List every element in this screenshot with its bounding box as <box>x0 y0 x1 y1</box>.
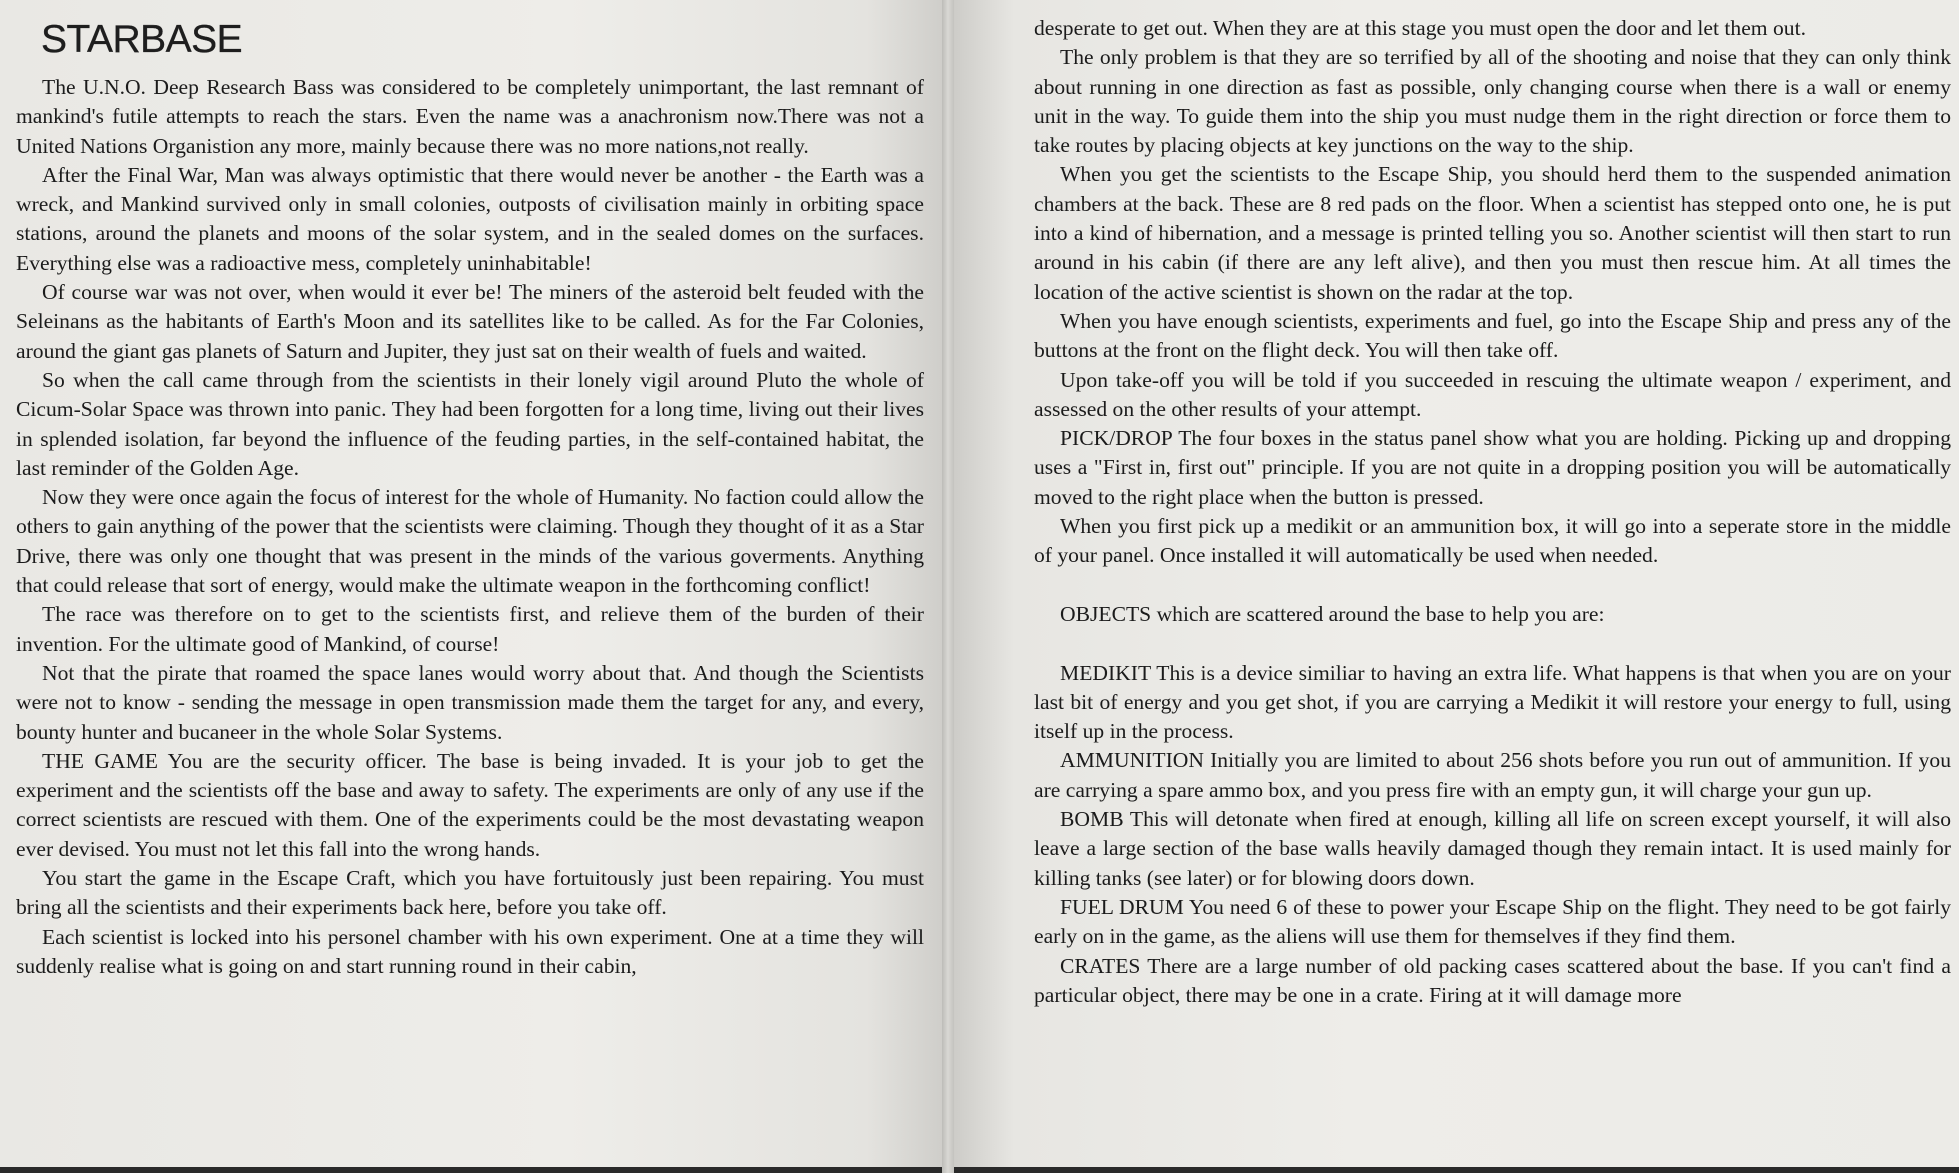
page-edge-shadow <box>0 1167 942 1173</box>
paragraph: The U.N.O. Deep Research Bass was considered to be completely unimportant, the last remnant of mankind's futile attempts to reach the stars. Even the name was a anachronism now.There was not a United Nations Organistion any more, mainly because there was no more nations,not really. <box>16 75 924 158</box>
spacer <box>1034 571 1951 600</box>
paragraph: When you first pick up a medikit or an ammunition box, it will go into a seperate store in the middle of your panel. Once installed it will automatically be used when needed. <box>1034 514 1951 568</box>
paragraph: The only problem is that they are so terrified by all of the shooting and noise that they can only think about running in one direction as fast as possible, only changing course when there is a wall or enemy unit in the way. To guide them into the ship you must nudge them in the right direction or force them to take routes by placing objects at key junctions on the way to the ship. <box>1034 45 1951 158</box>
spacer <box>1034 629 1951 658</box>
right-page <box>954 0 1959 1173</box>
page-edge-shadow <box>954 1167 1959 1173</box>
paragraph: After the Final War, Man was always optimistic that there would never be another - the Earth was a wreck, and Mankind survived only in small colonies, outposts of civilisation mainly in orbiting space stations, around the planets and moons of the solar system, and in the sealed domes on the surfaces. Everything else was a radioactive mess, completely uninhabitable! <box>16 162 924 275</box>
paragraph: AMMUNITION Initially you are limited to about 256 shots before you run out of ammunition. If you are carrying a spare ammo box, and you press fire with an empty gun, it will charge your gun up. <box>1034 748 1951 802</box>
paragraph: Now they were once again the focus of interest for the whole of Humanity. No faction could allow the others to gain anything of the power that the scientists were claiming. Though they thought of it as a Star Drive, there was only one thought that was present in the minds of the various goverments. Anything that could release that sort of energy, would make the ultimate weapon in the forthcoming conflict! <box>16 485 924 598</box>
paragraph: MEDIKIT This is a device similiar to having an extra life. What happens is that when you are on your last bit of energy and you get shot, if you are carrying a Medikit it will restore your energy to full, using itself up in the process. <box>1034 660 1951 744</box>
paragraph: THE GAME You are the security officer. The base is being invaded. It is your job to get the experiment and the scientists off the base and away to safety. The experiments are only of any use if the correct scientists are rescued with them. One of the experiments could be the most devastating weapon ever devised. You must not let this fall into the wrong hands. <box>16 748 924 861</box>
paragraph: You start the game in the Escape Craft, which you have fortuitously just been repairing. You must bring all the scientists and their experiments back here, before you take off. <box>16 866 924 920</box>
paragraph: BOMB This will detonate when fired at enough, killing all life on screen except yourself, it will also leave a large section of the base walls heavily damaged though they remain intact. It is used mainly for killing tanks (see later) or for blowing doors down. <box>1034 807 1951 890</box>
paragraph: The race was therefore on to get to the scientists first, and relieve them of the burden of their invention. For the ultimate good of Mankind, of course! <box>16 602 924 656</box>
paragraph: FUEL DRUM You need 6 of these to power your Escape Ship on the flight. They need to be got fairly early on in the game, as the aliens will use them for themselves if they find them. <box>1034 894 1951 949</box>
page-title: STARBASE <box>41 18 243 61</box>
paragraph: PICK/DROP The four boxes in the status panel show what you are holding. Picking up and dropping uses a "First in, first out" principle. If you are not quite in a dropping position you will be automatically moved to the right place when the button is pressed. <box>1034 426 1951 509</box>
left-page <box>0 0 942 1173</box>
section-heading: OBJECTS which are scattered around the base to help you are: <box>1060 601 1605 626</box>
paragraph: desperate to get out. When they are at this stage you must open the door and let them out. <box>1034 16 1806 40</box>
paragraph: So when the call came through from the scientists in their lonely vigil around Pluto the whole of Cicum-Solar Space was thrown into panic. They had been forgotten for a long time, living out their lives in splended isolation, far beyond the influence of the feuding parties, in the self-contained habitat, the last reminder of the Golden Age. <box>16 367 924 480</box>
paragraph: Each scientist is locked into his personel chamber with his own experiment. One at a time they will suddenly realise what is going on and start running round in their cabin, <box>16 924 924 978</box>
paragraph: Upon take-off you will be told if you succeeded in rescuing the ultimate weapon / experiment, and assessed on the other results of your attempt. <box>1034 367 1951 421</box>
paragraph: When you get the scientists to the Escape Ship, you should herd them to the suspended animation chambers at the back. These are 8 red pads on the floor. When a scientist has stepped onto one, he is put into a kind of hibernation, and a message is printed telling you so. Another scientist will then start to run around in his cabin (if there are any left alive), and then you must then rescue him. At all times the location of the active scientist is shown on the radar at the top. <box>1034 162 1951 304</box>
paragraph: Not that the pirate that roamed the space lanes would worry about that. And though the Scientists were not to know - sending the message in open transmission made them the target for any, and every, bounty hunter and bucaneer in the whole Solar Systems. <box>16 660 924 744</box>
paragraph: Of course war was not over, when would it ever be! The miners of the asteroid belt feuded with the Seleinans as the habitants of Earth's Moon and its satellites like to be called. As for the Far Colonies, around the giant gas planets of Saturn and Jupiter, they just sat on their wealth of fuels and waited. <box>16 280 924 363</box>
paragraph: CRATES There are a large number of old packing cases scattered about the base. If you can't find a particular object, there may be one in a crate. Firing at it will damage more <box>1034 953 1951 1007</box>
booklet-spine <box>942 0 954 1173</box>
paragraph: When you have enough scientists, experiments and fuel, go into the Escape Ship and press any of the buttons at the front on the flight deck. You will then take off. <box>1034 308 1951 363</box>
